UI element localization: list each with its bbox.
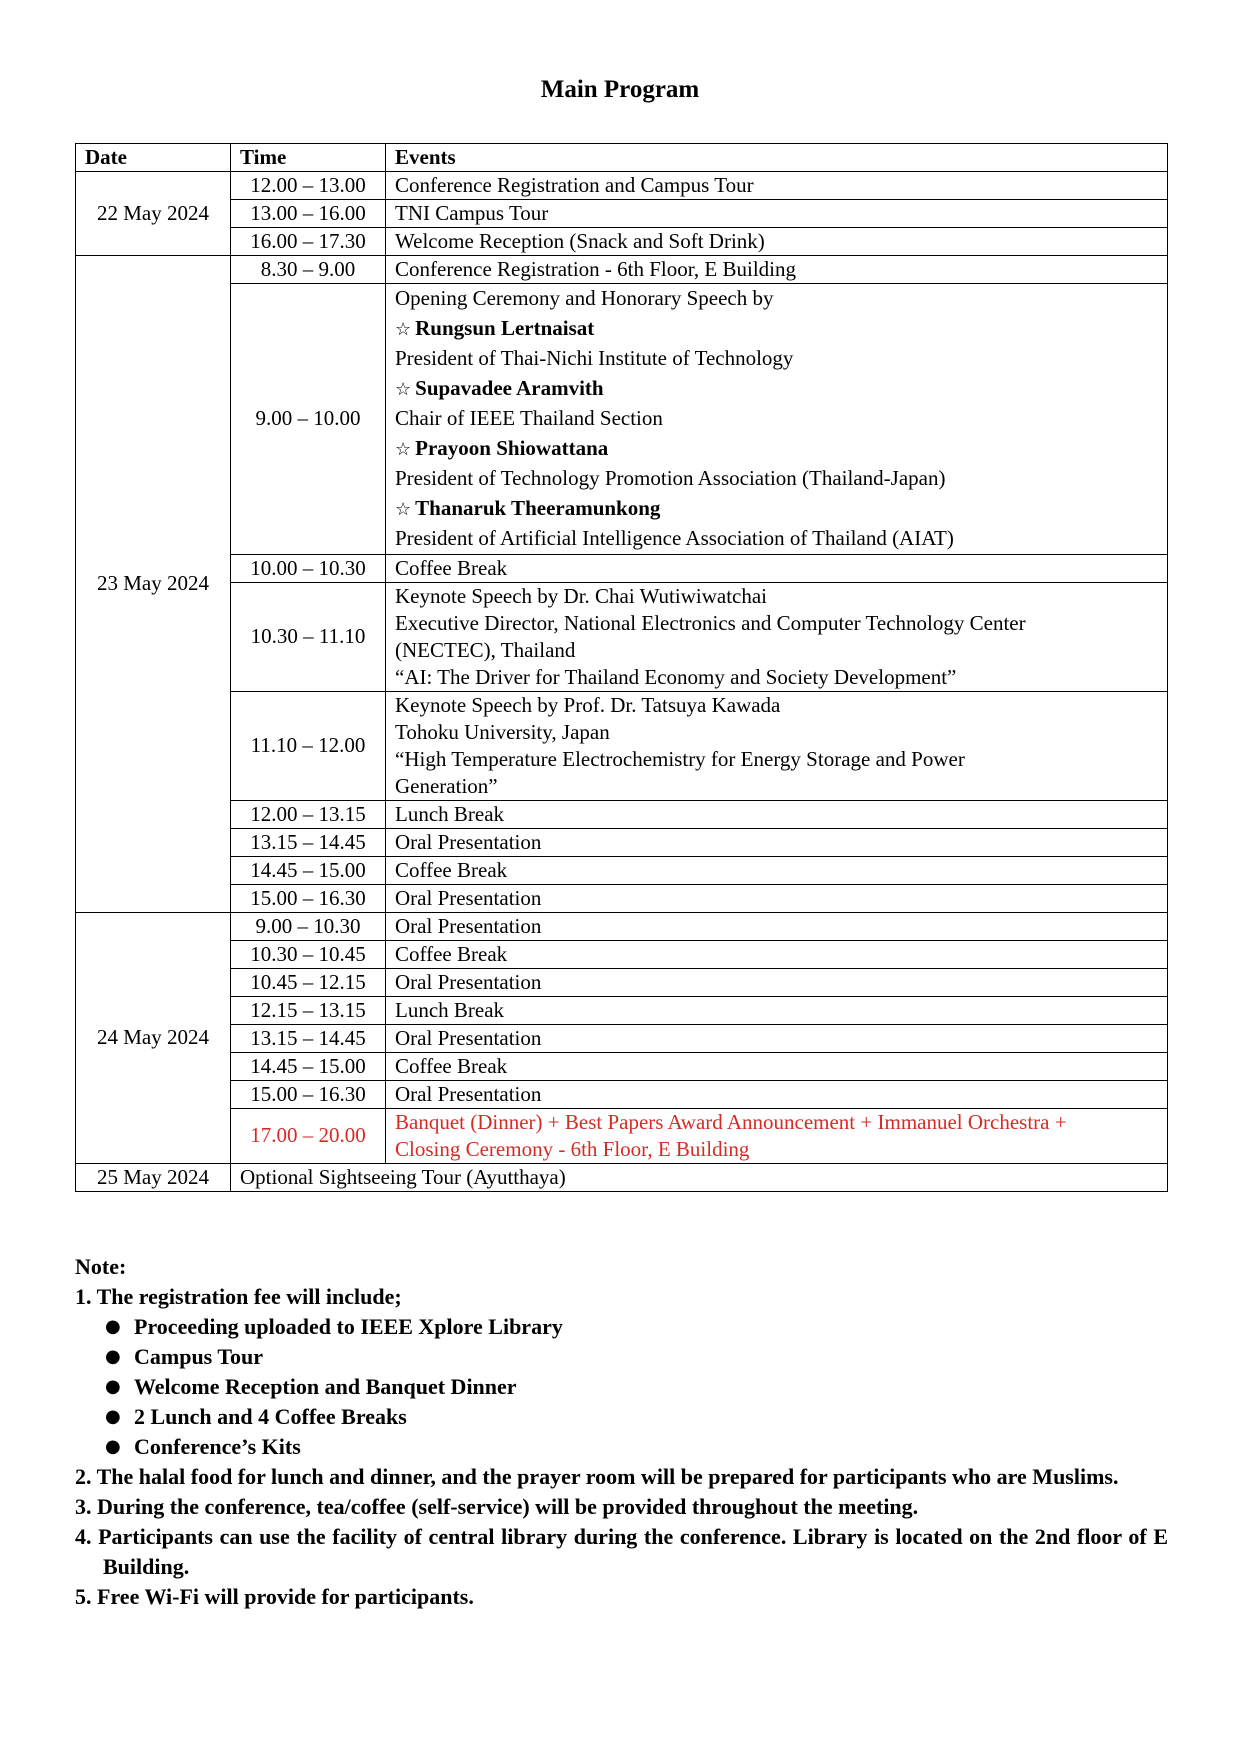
keynote-line: Keynote Speech by Dr. Chai Wutiwiwatchai [395, 583, 768, 608]
date-cell: 22 May 2024 [76, 172, 231, 256]
speaker-name: ☆ Rungsun Lertnaisat [395, 315, 595, 340]
table-row [76, 284, 1168, 555]
bullet-icon: ● [105, 1316, 121, 1337]
event-cell: Lunch Break [386, 996, 1168, 1024]
table-row [76, 691, 1168, 800]
table-row [76, 200, 1168, 228]
table-row [76, 228, 1168, 256]
table-row [76, 940, 1168, 968]
list-item: ● Campus Tour [105, 1342, 1168, 1372]
table-row [76, 256, 1168, 284]
bullet-list [75, 1312, 1168, 1462]
event-cell: Oral Presentation [386, 884, 1168, 912]
star-icon: ☆ [395, 498, 412, 520]
date-cell: 24 May 2024 [76, 912, 231, 1163]
bullet-icon: ● [105, 1436, 121, 1457]
keynote-line: Tohoku University, Japan [395, 719, 610, 744]
time-cell: 10.00 – 10.30 [231, 554, 386, 582]
event-cell: Conference Registration and Campus Tour [386, 172, 1168, 200]
speaker-role: President of Technology Promotion Association (Thailand-Japan) [395, 466, 946, 490]
keynote-cell [386, 691, 1168, 800]
table-row [76, 828, 1168, 856]
ceremony-intro: Opening Ceremony and Honorary Speech by [395, 286, 774, 310]
table-row [76, 172, 1168, 200]
program-table [75, 143, 1168, 1192]
opening-ceremony-cell [386, 284, 1168, 555]
event-cell: Oral Presentation [386, 828, 1168, 856]
banquet-line: Banquet (Dinner) + Best Papers Award Announcement + Immanuel Orchestra + [395, 1109, 1067, 1134]
time-cell: 12.15 – 13.15 [231, 996, 386, 1024]
notes-heading: Note: [75, 1254, 127, 1279]
keynote-line: “AI: The Driver for Thailand Economy and Society Development” [395, 664, 957, 689]
note-item: 2. The halal food for lunch and dinner, and the prayer room will be prepared for participants who are Muslims. [75, 1464, 1119, 1489]
note-item: 5. Free Wi-Fi will provide for participants. [75, 1584, 474, 1609]
keynote-line: “High Temperature Electrochemistry for Energy Storage and Power [395, 746, 965, 771]
date-cell: 23 May 2024 [76, 256, 231, 913]
table-row [76, 554, 1168, 582]
star-icon: ☆ [395, 318, 412, 340]
keynote-cell [386, 582, 1168, 691]
time-cell: 14.45 – 15.00 [231, 856, 386, 884]
time-cell: 11.10 – 12.00 [231, 691, 386, 800]
keynote-line: Executive Director, National Electronics and Computer Technology Center [395, 610, 1026, 635]
time-cell: 8.30 – 9.00 [231, 256, 386, 284]
table-row [76, 800, 1168, 828]
event-cell: Optional Sightseeing Tour (Ayutthaya) [231, 1163, 1168, 1191]
speaker-role: President of Artificial Intelligence Association of Thailand (AIAT) [395, 526, 954, 550]
time-cell: 9.00 – 10.30 [231, 912, 386, 940]
keynote-line: Keynote Speech by Prof. Dr. Tatsuya Kawada [395, 692, 781, 717]
event-cell: Coffee Break [386, 554, 1168, 582]
speaker-name: ☆ Prayoon Shiowattana [395, 435, 609, 460]
table-row [76, 1108, 1168, 1163]
banquet-line: Closing Ceremony - 6th Floor, E Building [395, 1136, 750, 1161]
time-cell: 10.30 – 10.45 [231, 940, 386, 968]
note-item: 4. Participants can use the facility of central library during the conference. Library is located on the 2nd floor of E Building. [75, 1524, 1168, 1579]
note-item: 3. During the conference, tea/coffee (self-service) will be provided throughout the meeting. [75, 1494, 919, 1519]
event-cell: Oral Presentation [386, 968, 1168, 996]
star-icon: ☆ [395, 378, 412, 400]
time-cell: 12.00 – 13.15 [231, 800, 386, 828]
header-events: Events [386, 144, 1168, 172]
speaker-name: ☆ Supavadee Aramvith [395, 375, 604, 400]
time-cell: 10.30 – 11.10 [231, 582, 386, 691]
banquet-cell [386, 1108, 1168, 1163]
bullet-icon: ● [105, 1376, 121, 1397]
note-item: 1. The registration fee will include; [75, 1284, 402, 1309]
time-cell: 14.45 – 15.00 [231, 1052, 386, 1080]
time-cell: 9.00 – 10.00 [231, 284, 386, 555]
list-item: ● Conference’s Kits [105, 1432, 1168, 1462]
table-header-row [76, 144, 1168, 172]
table-row [76, 912, 1168, 940]
time-cell: 16.00 – 17.30 [231, 228, 386, 256]
speaker-role: Chair of IEEE Thailand Section [395, 406, 663, 430]
time-cell: 12.00 – 13.00 [231, 172, 386, 200]
time-cell: 13.15 – 14.45 [231, 828, 386, 856]
time-cell: 13.15 – 14.45 [231, 1024, 386, 1052]
table-row [76, 996, 1168, 1024]
event-cell: Welcome Reception (Snack and Soft Drink) [386, 228, 1168, 256]
table-row [76, 856, 1168, 884]
speaker-name: ☆ Thanaruk Theeramunkong [395, 495, 661, 520]
list-item: ● 2 Lunch and 4 Coffee Breaks [105, 1402, 1168, 1432]
list-item: ● Proceeding uploaded to IEEE Xplore Library [105, 1312, 1168, 1342]
bullet-icon: ● [105, 1406, 121, 1427]
table-row [76, 1052, 1168, 1080]
event-cell: Oral Presentation [386, 1024, 1168, 1052]
event-cell: TNI Campus Tour [386, 200, 1168, 228]
time-cell: 10.45 – 12.15 [231, 968, 386, 996]
bullet-icon: ● [105, 1346, 121, 1367]
time-cell: 15.00 – 16.30 [231, 884, 386, 912]
page-title: Main Program [540, 76, 700, 103]
table-row [76, 1080, 1168, 1108]
table-row [76, 1163, 1168, 1191]
star-icon: ☆ [395, 438, 412, 460]
table-row [76, 884, 1168, 912]
time-cell: 15.00 – 16.30 [231, 1080, 386, 1108]
header-time: Time [231, 144, 386, 172]
time-cell: 17.00 – 20.00 [231, 1108, 386, 1163]
event-cell: Conference Registration - 6th Floor, E Building [386, 256, 1168, 284]
keynote-line: Generation” [395, 773, 498, 798]
header-date: Date [76, 144, 231, 172]
keynote-line: (NECTEC), Thailand [395, 637, 576, 662]
table-row [76, 968, 1168, 996]
date-cell: 25 May 2024 [76, 1163, 231, 1191]
event-cell: Coffee Break [386, 856, 1168, 884]
event-cell: Lunch Break [386, 800, 1168, 828]
notes-section [75, 1252, 1168, 1612]
list-item: ● Welcome Reception and Banquet Dinner [105, 1372, 1168, 1402]
time-cell: 13.00 – 16.00 [231, 200, 386, 228]
event-cell: Coffee Break [386, 940, 1168, 968]
event-cell: Coffee Break [386, 1052, 1168, 1080]
event-cell: Oral Presentation [386, 912, 1168, 940]
event-cell: Oral Presentation [386, 1080, 1168, 1108]
speaker-role: President of Thai-Nichi Institute of Technology [395, 346, 794, 370]
table-row [76, 1024, 1168, 1052]
table-row [76, 582, 1168, 691]
